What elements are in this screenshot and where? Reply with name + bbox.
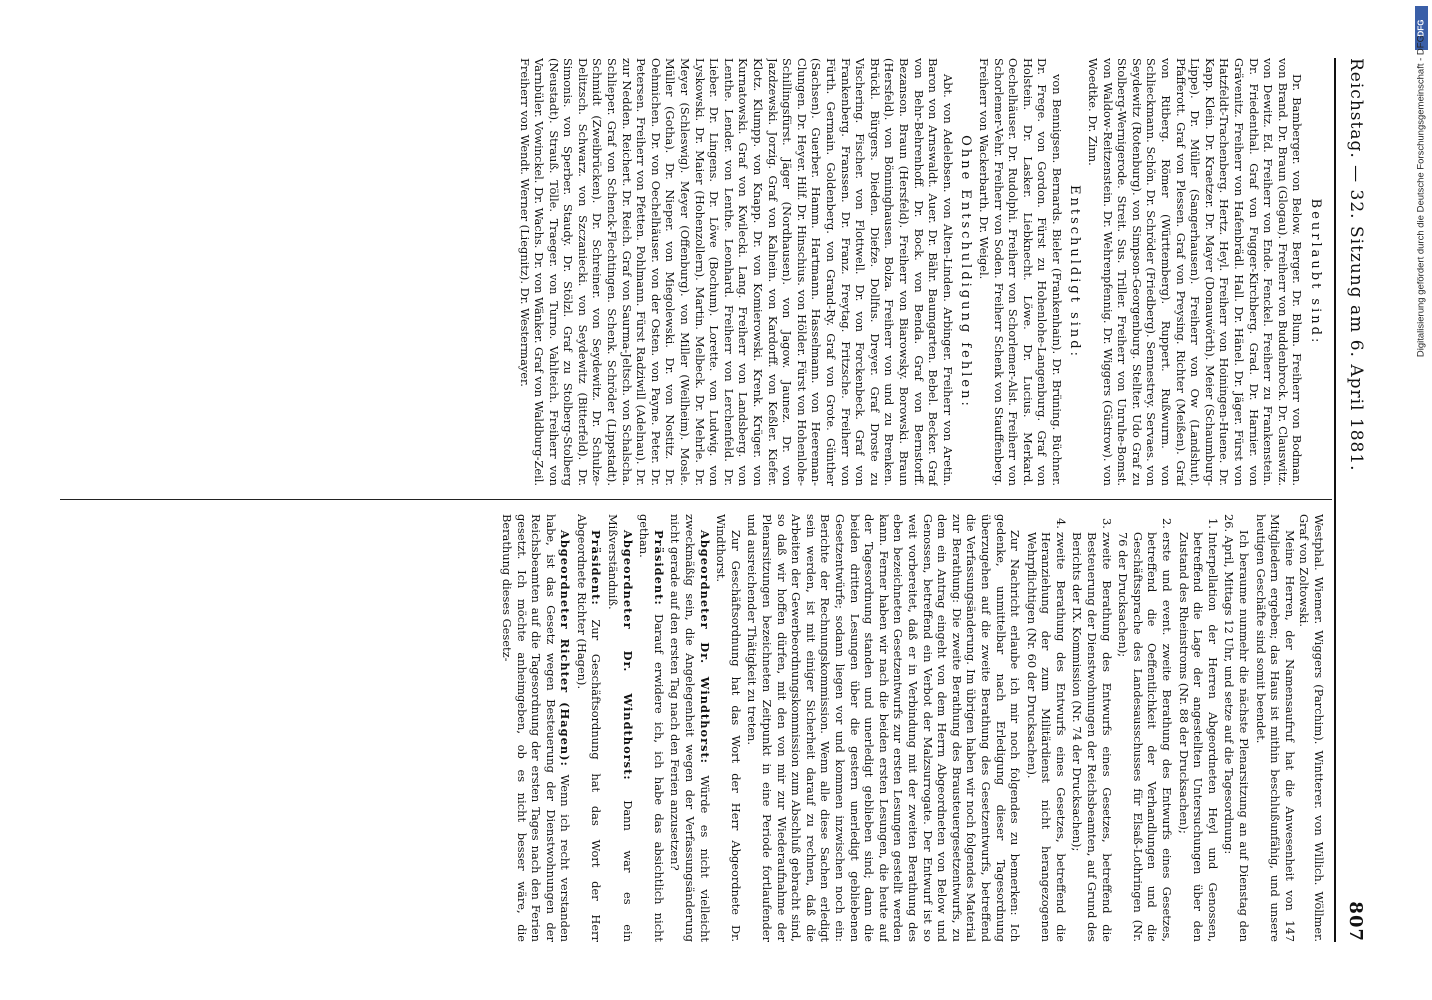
speech-text: Dann war es ein Mißverständniß.	[606, 514, 635, 942]
speech-windthorst-1	[668, 514, 712, 942]
agenda-item	[1024, 518, 1068, 942]
paragraph-floor: Zur Geschäftsordnung hat das Wort der Herr Abgeordnete Dr. Windthorst.	[714, 514, 743, 942]
agenda-item-number: 1.	[1205, 518, 1220, 529]
entschuldigt-list: von Bennigsen. Bernards. Bieler (Frankenhain). Dr. Brüning. Büchner. Dr. Frege. von Gordon. Fürst zu Hohenlohe-Langenburg. Graf von Holstein. Dr. Lasker. Liebknecht. Löwe. Dr. Lucius. Merkard. Oechelhäuser. Dr. Rudolphi. Freiherr von Schorlemer-Alst. Freiherr von Schorlemer-Vehr. Freiherr von Soden. Freiherr Schenk von Stauffenberg. Freiherr von Wackerbarth. Dr. Weigel.	[976, 58, 1064, 486]
running-header	[1338, 58, 1374, 942]
speech-text: Würde es nicht vielleicht zweckmäßig sein, die Angelegenheit wegen der Verfassungsänderung nicht gerade auf den ersten Tag nach den Ferien anzusetzen?	[668, 514, 712, 942]
agenda-list	[1024, 514, 1220, 942]
speaker-name: Abgeordneter Richter (Hagen):	[558, 530, 573, 767]
speaker-name: Abgeordneter Dr. Windthorst:	[620, 530, 635, 781]
agenda-item-text: Interpellation der Herren Abgeordneten Heyl und Genossen, betreffend die Lage der angestellten Untersuchungen über den Zustand des Rheinstroms (Nr. 88 der Drucksachen);	[1176, 532, 1220, 942]
paragraph-next-sitting: Ich beraume nunmehr die nächste Plenarsitzung an auf Dienstag den 26. April, Mittags 12 Uhr, und setze auf die Tagesordnung:	[1222, 514, 1252, 942]
agenda-item	[1176, 518, 1220, 942]
speech-text: Wenn ich recht verstanden habe, ist das Gesetz wegen Besteuerung der Dienstwohnungen der Reichsbeamten auf die Tagesordnung der ersten Tages nach den Ferien gesetzt. Ich möchte anheimgeben, ob es nicht besser wäre, die Berathung dieses Gesetz-	[499, 514, 573, 942]
speaker-name: Präsident:	[651, 530, 666, 606]
credit-text: Digitalisierung gefördert durch die Deutsche Forschungsgemeinschaft - DFG	[1415, 35, 1427, 358]
agenda-item-number: 3.	[1099, 518, 1114, 529]
entschuldigt-heading: Entschuldigt sind:	[1067, 184, 1083, 359]
speech-richter	[499, 514, 572, 942]
agenda-item-text: erste und event. zweite Berathung des Entwurfs eines Gesetzes, betreffend die Oeffentlichkeit der Verhandlungen und die Geschäftssprache des Landesausschusses für Elsaß-Lothringen (Nr. 76 der Drucksachen);	[1116, 532, 1175, 942]
right-column	[56, 514, 1326, 942]
paragraph-quorum: Meine Herren, der Namensaufruf hat die Anwesenheit von 147 Mitgliedern ergeben; das Haus ist mithin beschlußunfähig, und unsere heutigen Geschäfte sind somit beendet.	[1253, 514, 1297, 942]
page-number: 807	[1345, 901, 1367, 942]
agenda-item-text: zweite Berathung des Entwurfs eines Gesetzes, betreffend die Besteuerung der Dienstwohnungen der Reichsbeamten, auf Grund des Berichts der IX. Kommission (Nr. 74 der Drucksachen);	[1070, 532, 1114, 942]
scanned-page	[36, 20, 1396, 980]
header-rule	[1334, 58, 1336, 942]
paragraph-remaining-material: Zur Nachricht erlaube ich mir noch folgendes zu bemerken: Ich gedenke, unmittelbar nach Erledigung dieser Tagesordnung überzugehen auf die zweite Berathung des Gesetzentwurfs, betreffend die Verfassungsänderung. Im übrigen haben wir noch folgendes Material zur Berathung: Die zweite Berathung des Brausteuergesetzentwurfs, zu dem ein Antrag eingeht von dem Herrn Abgeordneten von Below und Genossen, betreffend ein Verbot der Malzsurrogate. Der Entwurf ist so weit vorbereitet, daß er in Verbindung mit der zweiten Berathung des eben bezeichneten Gesetzentwurfs zur ersten Lesungen gestellt werden kann. Ferner haben wir nach die beiden ersten Lesungen, die heute auf der Tagesordnung standen und unerledigt geblieben sind; dann die beiden dritten Lesungen über die gestern unerledigt gebliebenen Gesetzentwürfe; sodann liegen vor und kommen inzwischen noch ein: Berichte der Rechnungskommission. Wenn alle diese Sachen erledigt sein werden, ist mit einiger Sicherheit darauf zu rechnen, daß die Arbeiten der Gewerbeordnungskommission zum Abschluß gebracht sind, so daß wir hoffen dürfen, mit den von mir zur Wiederaufnahme der Plenarsitzungen bezeichneten Zeitpunkt in eine Periode fortlaufender und ausreichender Thätigkeit zu treten.	[745, 514, 1023, 942]
dfg-logo-text: DFG	[1416, 19, 1426, 37]
speech-text: Darauf erwidere ich, ich habe das absichtlich nicht gethan.	[637, 514, 666, 942]
speech-president-1	[637, 514, 666, 942]
ohne-entschuldigung-heading: Ohne Entschuldigung fehlen:	[958, 135, 974, 409]
speech-windthorst-2	[606, 514, 635, 942]
beurlaubt-heading: Beurlaubt sind:	[1308, 198, 1323, 346]
agenda-item-number: 4.	[1053, 518, 1068, 529]
speaker-name: Präsident:	[589, 530, 604, 606]
agenda-item	[1070, 518, 1114, 942]
speech-text: Zur Geschäftsordnung hat das Wort der Herr Abgeordnete Richter (Hagen).	[574, 514, 604, 942]
agenda-item	[1116, 518, 1175, 942]
column-divider	[60, 499, 1332, 500]
ohne-entschuldigung-list: Abt. von Adelebsen. von Alten-Linden. Arbinger. Freiherr von Aretin. Baron von Arnswaldt. Auer. Dr. Bähr. Baumgarten. Bebel. Becker. Graf von Behr-Behrenhoff. Dr. Bock. von Benda. Graf von Bernstorff. Bezanson. Braun (Hersfeld). Freiherr von Biarowsky. Borowski. Braun (Hersfeld). von Bönninghausen. Bolza. Freiherr von und zu Brenken. Brückl. Bürgers. Dieden. Diefze. Dollfus. Dreyer. Graf Droste zu Vischering. Fischer. von Flottwell. Dr. von Forckenbeck. Graf von Frankenberg. Franssen. Dr. Franz. Freytag. Fritzsche. Freiherr von Fürth. Germain. Goldenberg. von Grand-Ry. Graf von Grote. Günther (Sachsen). Guerber. Hamm. Hartmann. Hasselmann. von Heereman-Clungen. Dr. Heyer. Hilf. Dr. Hinschius. von Hölder. Fürst von Hohenlohe-Schillingsfürst. Jäger (Nordhausen). von Jagow. Jaunez. Dr. von Jazdzewski. Jorzig. Graf von Kalnein. von Kardorff. von Keßler. Kiefer. Klotz. Klumpp. von Knapp. Dr. von Komierowski. Krenk. Krüger. von Kurnatowski. Graf von Kwilecki. Lang. Freiherr von Landsberg. von Lenthe. Lender. von Lenthe. Leonhard. Freiherr von Lerchenfeld. Dr. Lieber. Dr. Lingens. Dr. Löwe (Bochum). Lorette. von Ludwig. von Lyskowski. Dr. Maier (Hohenzollern). Martin. Melbeck. Dr. Mehrle. Dr. Meyer (Schleswig). Meyer (Offenburg). von Miller (Weilheim). Mosle. Müller (Gotha). Dr. Nieper. von Miegolewski. Dr. von Nostitz. Dr. Oehmichen. Dr. von Oechelhäuser. von der Osten. von Payne. Peter. Dr. Petersen. Freiherr von Pfetten. Pohlmann. Fürst Radziwill (Adelnau). Dr. zur Nedden. Reichert. Dr. Reich. Graf von Saurma-Jeltsch. von Schalscha. Schlieper. Graf von Schenck-Flechtingen. Schenk. Schröder (Lippstadt). Schmidt (Zweibrücken). Dr. Schreiner. von Seydewitz. Dr. Schulze-Delitzsch. Schwarz. von Szczaniecki. von Seydewitz (Bitterfeld). Dr. Simonis. von Sperber. Staudy. Dr. Stölzl. Graf zu Stolberg-Stolberg (Neustadt). Strauß. Tölle. Traeger. von Turno. Vahlteich. Freiherr von Varnbüler. Vowinckel. Dr. Wachs. Dr. von Wänker. Graf von Waldburg-Zeil. Freiherr von Wendt. Werner (Liegnitz). Dr. Westermayer.	[517, 58, 955, 486]
agenda-item-text: zweite Berathung des Entwurfs eines Gesetzes, betreffend die Heranziehung der zum Militärdienst nicht herangezogenen Wehrpflichtigen (Nr. 60 der Drucksachen).	[1024, 532, 1068, 942]
names-continuation: Westphal. Wiemer. Wiggers (Parchim). Wintterer. von Willich. Wöllmer. Graf von Zoltowski.	[1297, 514, 1326, 942]
running-header-title: Reichstag. — 32. Sitzung am 6. April 1881.	[1346, 58, 1366, 472]
speaker-name: Abgeordneter Dr. Windthorst:	[697, 530, 712, 764]
speech-president-2	[574, 514, 603, 942]
digitization-credit	[1414, 10, 1428, 980]
left-column	[56, 58, 1326, 486]
beurlaubt-list: Dr. Bamberger. von Below. Berger. Dr. Blum. Freiherr von Bodman. von Brand. Dr. Braun (Glogau). Freiherr von Buddenbrock. Dr. Clauswitz. von Dewitz. Ed. Freiherr von Ende. Fenckel. Freiherr zu Frankenstein. Dr. Friedenthal. Graf von Fugger-Kirchberg. Grad. Dr. Harnier. von Grävenitz. Freiherr von Hafenbrädl. Hall. Dr. Hänel. Dr. Jäger. Fürst von Hatzfeldt-Trachenberg. Hertz. Heyl. Freiherr von Hoiningen-Huene. Dr. Kapp. Klein. Dr. Kraetzer. Dr. Mayer (Donauwörth). Meier (Schaumburg-Lippe). Dr. Müller (Sangerhausen). Freiherr von Ow (Landshut). Pfafferott. Graf von Plessen. Graf von Preysing. Richter (Meißen). Graf von Ritberg. Römer (Württemberg). Ruppert. Rußwurm. von Schlieckmann. Schön. Dr. Schröder (Friedberg). Sennestrey. Servaes. von Seydewitz (Rotenburg). von Simpson-Georgenburg. Stellter. Udo Graf zu Stolberg-Wernigerode. Streit. Sus. Triller. Freiherr von Unruhe-Bomst. von Waldow-Reitzenstein. Dr. Wehrenpfennig. Dr. Wiggers (Güstrow). von Woedtke. Dr. Zinn.	[1086, 58, 1305, 486]
agenda-item-number: 2.	[1160, 518, 1175, 529]
